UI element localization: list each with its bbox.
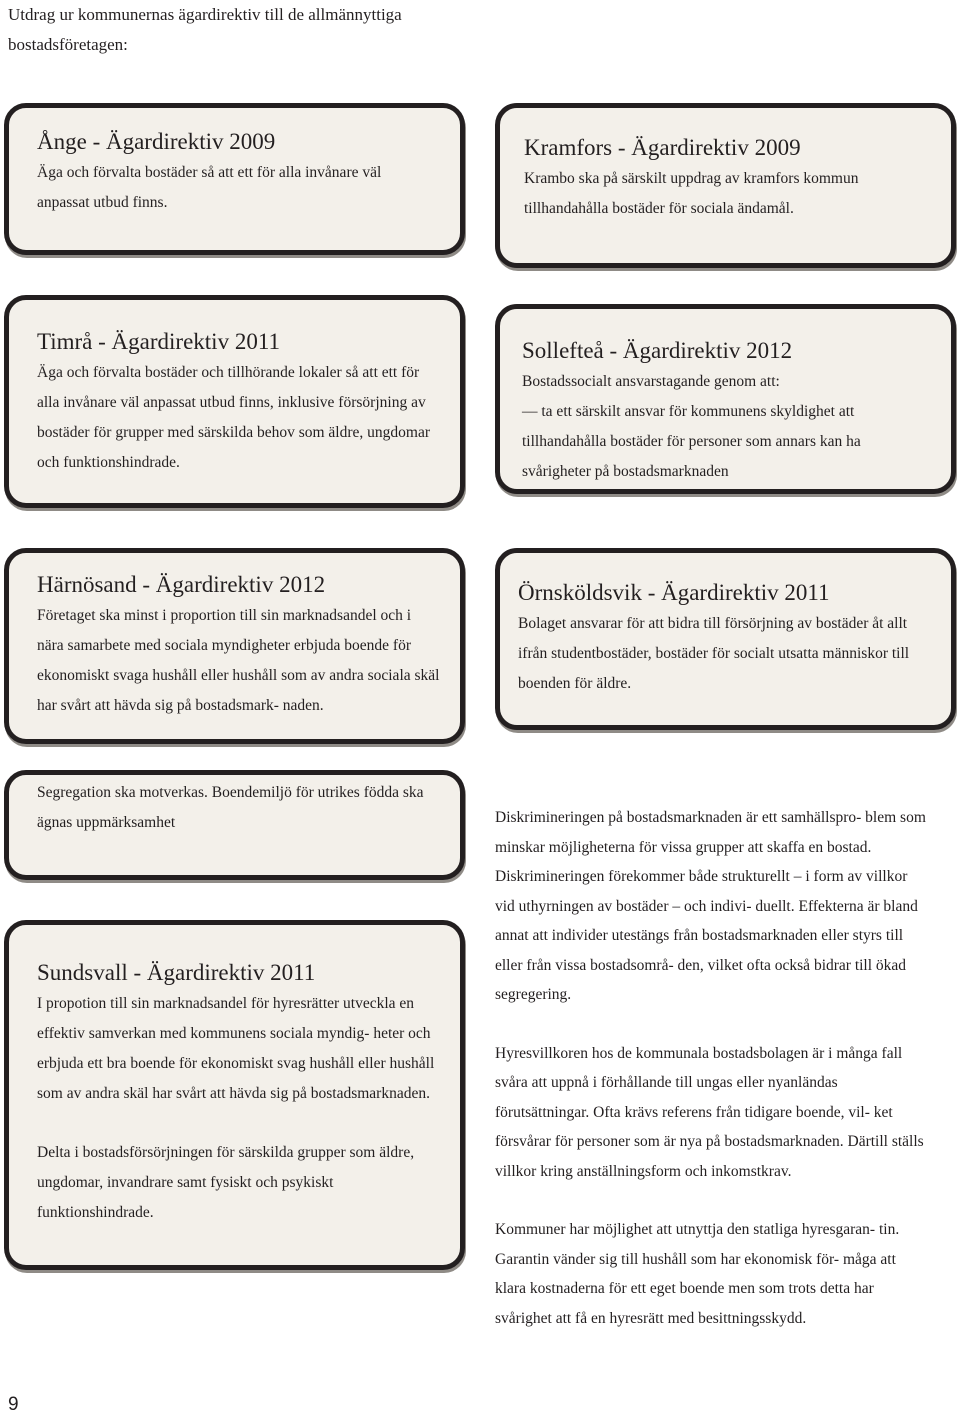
box-timra [4, 295, 465, 508]
heading-directive: - Ägardirektiv 2011 [641, 580, 830, 605]
box-text: Krambo ska på särskilt uppdrag av kramfors kommun tillhandahålla bostäder för sociala ändamål. [524, 170, 859, 217]
intro-text: Utdrag ur kommunernas ägardirektiv till de allmännyttiga bostadsföretagen: [8, 5, 402, 54]
box-harnosand [4, 548, 465, 744]
box-text: Äga och förvalta bostäder och tillhörande lokaler så att ett för alla invånare väl anpassat utbud finns, inklusive försörjning av bostäder för grupper med särskilda behov som äldre, ungdomar och funktionshindrade. [37, 364, 430, 471]
heading-place: Ånge [37, 129, 87, 154]
heading-place: Örnsköldsvik [518, 580, 642, 605]
heading-place: Timrå [37, 329, 93, 354]
heading-directive: - Ägardirektiv 2012 [603, 338, 793, 363]
box-heading [524, 132, 929, 164]
box-text-second: Delta i bostadsförsörjningen för särskilda grupper som äldre, ungdomar, invandrare samt fysiskt och psykiskt funktionshindrade. [37, 1144, 415, 1221]
box-heading [518, 577, 931, 609]
heading-directive: - Ägardirektiv 2012 [136, 572, 326, 597]
right-column-text [495, 803, 927, 1333]
heading-directive: - Ägardirektiv 2009 [612, 135, 801, 160]
heading-directive: - Ägardirektiv 2011 [127, 960, 316, 985]
box-text: Segregation ska motverkas. Boendemiljö för utrikes födda ska ägnas uppmärksamhet [37, 784, 424, 831]
heading-place: Härnösand [37, 572, 137, 597]
box-sundsvall [4, 920, 465, 1270]
box-heading [37, 957, 440, 989]
box-segregation [4, 770, 465, 880]
paragraph-rental-terms: Hyresvillkoren hos de kommunala bostadsbolagen är i många fall svåra att uppnå i förhållande till ungas eller nyanländas förutsättningar. Ofta krävs referens från tidigare boende, vil- ket försvårar för personer som är nya på bostadsmarknaden. Därtill ställs villkor kring anställningsform och inkomstkrav. [495, 1044, 924, 1180]
heading-directive: - Ägardirektiv 2011 [92, 329, 280, 354]
box-ornskoldsvik [495, 548, 956, 730]
box-text: I propotion till sin marknadsandel för hyresrätter utveckla en effektiv samverkan med kommunens sociala myndig- heter och erbjuda ett bra boende för ekonomiskt svag hushåll eller hushåll som av andra skäl har svårt att hävda sig på bostadsmarknaden. [37, 995, 435, 1102]
box-heading [37, 569, 440, 601]
box-text-bullet: — ta ett särskilt ansvar för kommunens skyldighet att tillhandahålla bostäder för personer som annars kan ha svårigheter på bostadsmarknaden [522, 403, 861, 480]
box-ange [4, 103, 465, 255]
box-heading [37, 126, 434, 158]
heading-place: Sollefteå [522, 338, 604, 363]
paragraph-rental-guarantee: Kommuner har möjlighet att utnyttja den statliga hyresgaran- tin. Garantin vänder sig till hushåll som har ekonomisk för- måga att klara kostnaderna för ett eget boende men som trots detta har svårighet att få en hyresrätt med besittningsskydd. [495, 1221, 900, 1327]
box-text: Bostadssocialt ansvarstagande genom att: [522, 373, 780, 390]
box-kramfors [495, 103, 956, 268]
heading-place: Sundsvall [37, 960, 128, 985]
box-heading [37, 326, 440, 358]
box-heading [522, 335, 931, 367]
box-text: Företaget ska minst i proportion till sin marknadsandel och i nära samarbete med sociala myndigheter erbjuda boende för ekonomiskt svaga hushåll eller hushåll som av andra sociala skäl har svårt att hävda sig på bostadsmark- naden. [37, 607, 440, 714]
paragraph-discrimination: Diskrimineringen på bostadsmarknaden är ett samhällspro- blem som minskar möjligheterna för vissa grupper att skaffa en bostad. Diskrimineringen förekommer både strukturellt – i form av villkor vid uthyrningen av bostäder – och indivi- duellt. Effekterna är bland annat att individer utestängs från bostadsmarknaden eller styrs till eller från vissa bostadsområ- den, vilket ofta också bidrar till ökad segregering. [495, 809, 926, 1003]
heading-directive: - Ägardirektiv 2009 [86, 129, 276, 154]
page-number: 9 [8, 1394, 19, 1415]
box-text: Bolaget ansvarar för att bidra till försörjning av bostäder åt allt ifrån studentbostäder, bostäder för socialt utsatta människor till boenden för äldre. [518, 615, 910, 692]
box-text: Äga och förvalta bostäder så att ett för alla invånare väl anpassat utbud finns. [37, 164, 382, 211]
box-solleftea [495, 304, 956, 494]
heading-place: Kramfors [524, 135, 613, 160]
